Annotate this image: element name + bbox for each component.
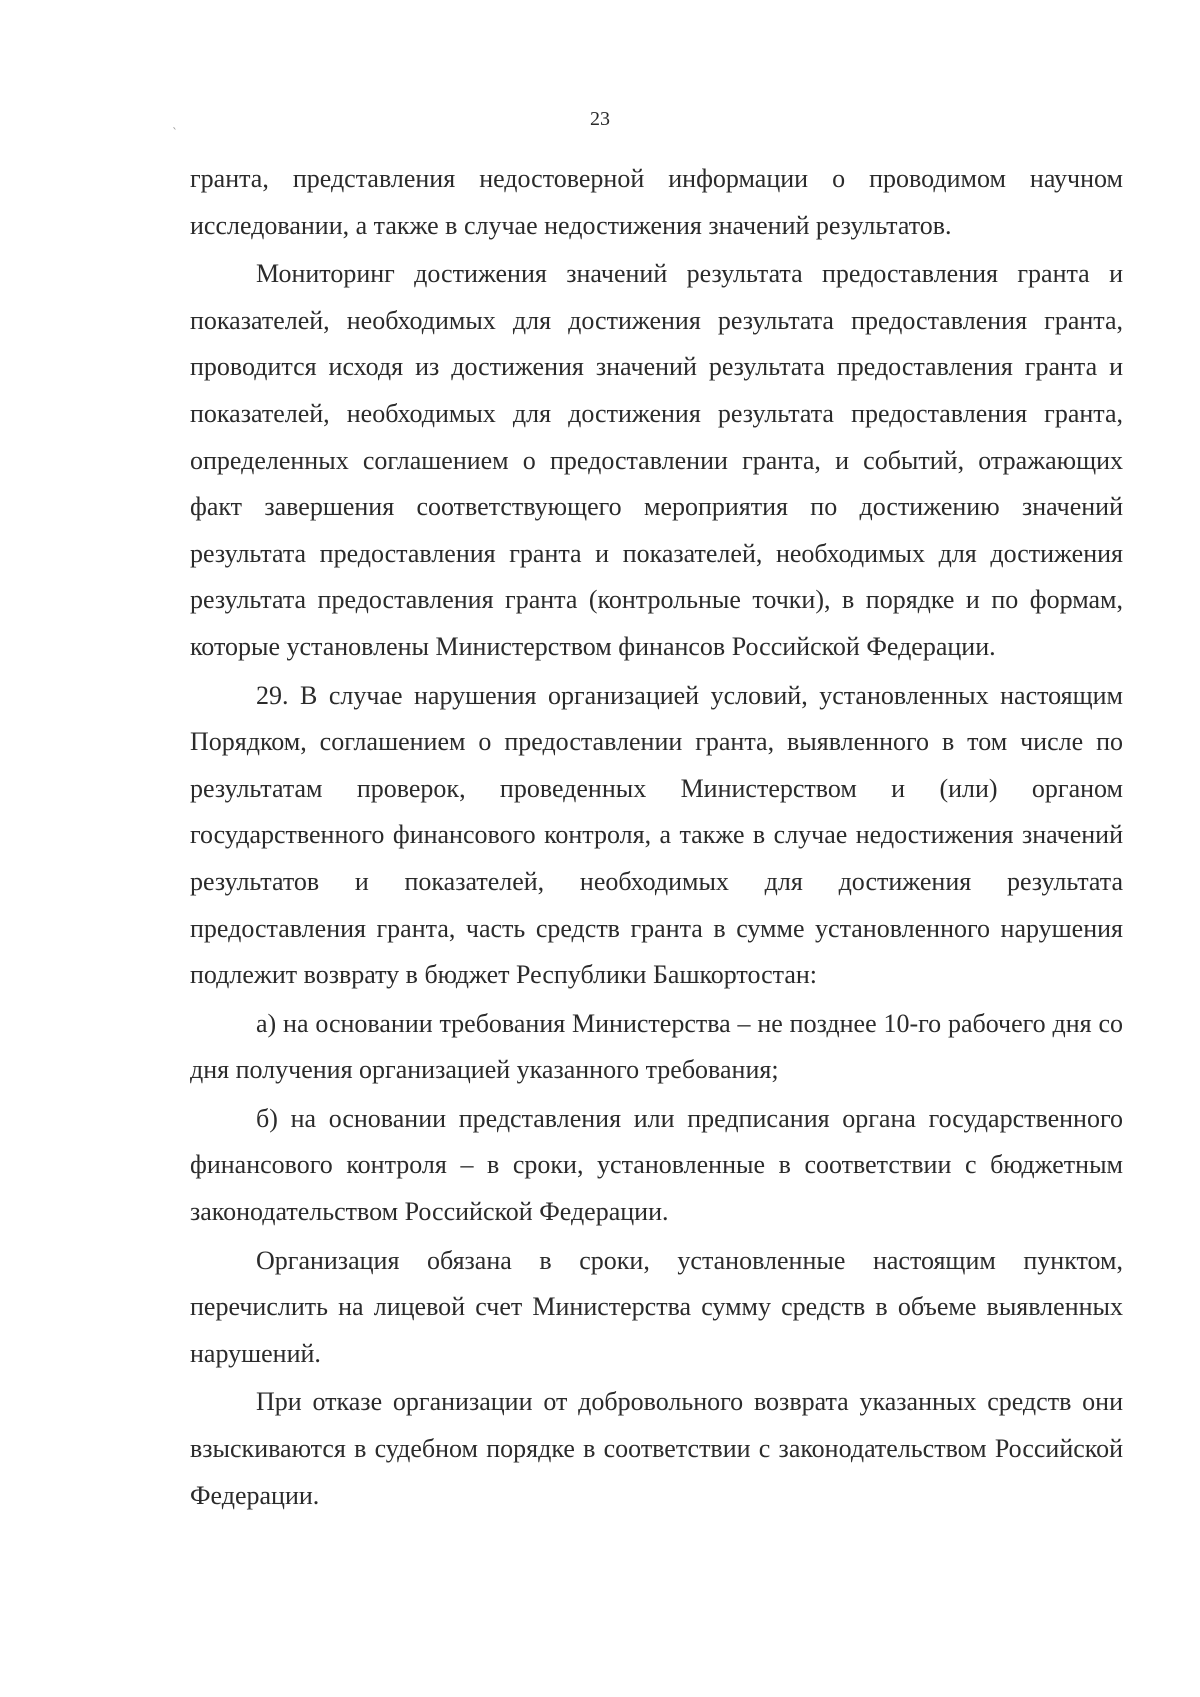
scan-speck: ˋ bbox=[172, 126, 178, 140]
paragraph-obligation: Организация обязана в сроки, установленные настоящим пунктом, перечислить на лицевой счет Министерства сумму средств в объеме выявленных нарушений. bbox=[190, 1245, 1123, 1368]
paragraph-item-b: б) на основании представления или предписания органа государственного финансового контроля – в сроки, установленные в соответствии с бюджетным законодательством Российской Федерации. bbox=[190, 1103, 1123, 1227]
page-number: 23 bbox=[590, 108, 610, 130]
paragraph-item-a: а) на основании требования Министерства – не позднее 10-го рабочего дня со дня получения организацией указанного требования; bbox=[190, 1008, 1123, 1085]
paragraph-clause-29: 29. В случае нарушения организацией условий, установленных настоящим Порядком, соглашением о предоставлении гранта, выявленного в том числе по результатам проверок, проведенных Министерством и (или) органом государственного финансового контроля, а также в случае недостижения значений результатов и показателей, необходимых для достижения результата предоставления гранта, часть средств гранта в сумме установленного нарушения подлежит возврату в бюджет Республики Башкортостан: bbox=[190, 680, 1123, 990]
paragraph-continuation: гранта, представления недостоверной информации о проводимом научном исследовании, а также в случае недостижения значений результатов. bbox=[190, 164, 1123, 240]
paragraph-refusal: При отказе организации от добровольного возврата указанных средств они взыскиваются в судебном порядке в соответствии с законодательством Российской Федерации. bbox=[190, 1387, 1123, 1510]
paragraph-monitoring: Мониторинг достижения значений результата предоставления гранта и показателей, необходимых для достижения результата предоставления гранта, проводится исходя из достижения значений результата предоставления гранта и показателей, необходимых для достижения результата предоставления гранта, определенных соглашением о предоставлении гранта, и событий, отражающих факт завершения соответствующего мероприятия по достижению значений результата предоставления гранта и показателей, необходимых для достижения результата предоставления гранта (контрольные точки), в порядке и по формам, которые установлены Министерством финансов Российской Федерации. bbox=[190, 259, 1123, 661]
document-body bbox=[190, 156, 1123, 1521]
